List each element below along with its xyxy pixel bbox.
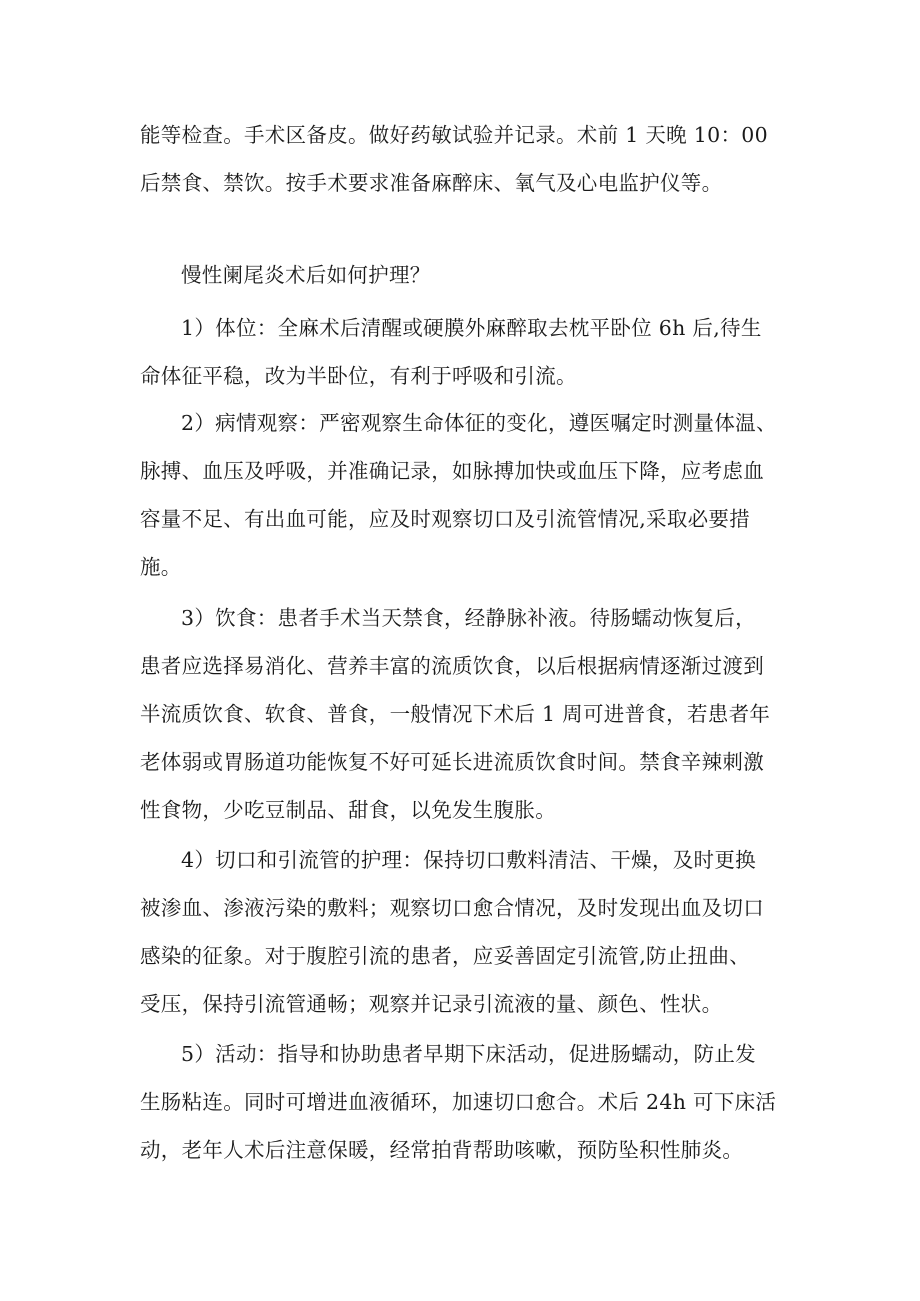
section-1-line-1: 1）体位：全麻术后清醒或硬膜外麻醉取去枕平卧位 6h 后,待生: [181, 316, 762, 340]
section-2-line-1: 2）病情观察：严密观察生命体征的变化，遵医嘱定时测量体温、: [181, 411, 777, 435]
section-5-line-2: 生肠粘连。同时可增进血液循环，加速切口愈合。术后 24h 可下床活: [140, 1090, 777, 1114]
section-3-line-4: 老体弱或胃肠道功能恢复不好可延长进流质饮食时间。禁食辛辣刺激: [140, 750, 764, 774]
section-4-line-1: 4）切口和引流管的护理：保持切口敷料清洁、干燥，及时更换: [181, 848, 756, 872]
section-2-line-3: 容量不足、有出血可能，应及时观察切口及引流管情况,采取必要措: [140, 507, 751, 531]
section-3-line-5: 性食物，少吃豆制品、甜食，以免发生腹胀。: [140, 798, 556, 822]
intro-line-1: 能等检查。手术区备皮。做好药敏试验并记录。术前 1 天晚 10：00: [140, 123, 768, 147]
section-4-line-3: 感染的征象。对于腹腔引流的患者，应妥善固定引流管,防止扭曲、: [140, 944, 751, 968]
section-3-line-3: 半流质饮食、软食、普食，一般情况下术后 1 周可进普食，若患者年: [140, 702, 771, 726]
section-2-line-2: 脉搏、血压及呼吸，并准确记录，如脉搏加快或血压下降，应考虑血: [140, 459, 764, 483]
section-4-line-2: 被渗血、渗液污染的敷料；观察切口愈合情况，及时发现出血及切口: [140, 896, 764, 920]
section-1-line-2: 命体征平稳，改为半卧位，有利于呼吸和引流。: [140, 364, 577, 388]
question-heading: 慢性阑尾炎术后如何护理？: [181, 263, 431, 287]
section-5-line-3: 动，老年人术后注意保暖，经常拍背帮助咳嗽，预防坠积性肺炎。: [140, 1138, 744, 1162]
section-4-line-4: 受压，保持引流管通畅；观察并记录引流液的量、颜色、性状。: [140, 992, 723, 1016]
intro-line-2: 后禁食、禁饮。按手术要求准备麻醉床、氧气及心电监护仪等。: [140, 171, 723, 195]
section-5-line-1: 5）活动：指导和协助患者早期下床活动，促进肠蠕动，防止发: [181, 1042, 756, 1066]
section-3-line-1: 3）饮食：患者手术当天禁食，经静脉补液。待肠蠕动恢复后，: [181, 606, 756, 630]
section-3-line-2: 患者应选择易消化、营养丰富的流质饮食，以后根据病情逐渐过渡到: [140, 654, 764, 678]
section-2-line-4: 施。: [140, 555, 182, 579]
